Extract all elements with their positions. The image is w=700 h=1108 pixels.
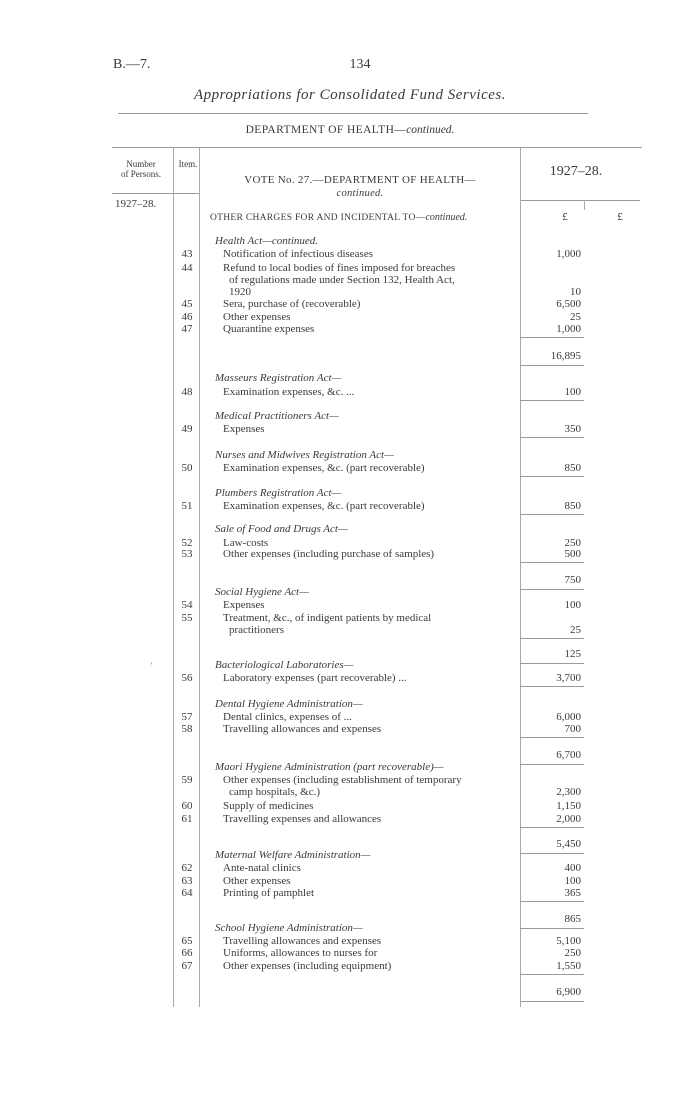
section-title bbox=[176, 372, 584, 384]
table-row bbox=[176, 311, 584, 323]
item-description: Quarantine expenses bbox=[223, 323, 315, 335]
head-rule-right bbox=[520, 200, 640, 201]
item-number: 45 bbox=[181, 298, 193, 310]
item-amount: 3,700 bbox=[556, 672, 581, 684]
item-description: Examination expenses, &c. (part recoverable) bbox=[223, 462, 425, 474]
table-row bbox=[176, 462, 584, 474]
table-row bbox=[176, 298, 584, 310]
item-number: 64 bbox=[181, 887, 193, 899]
table-row bbox=[176, 323, 584, 335]
item-description: Treatment, &c., of indigent patients by medical bbox=[223, 612, 432, 624]
item-amount: 6,500 bbox=[556, 298, 581, 310]
item-amount: 25 bbox=[570, 311, 581, 323]
table-row bbox=[176, 262, 584, 274]
section-title-text: Sale of Food and Drugs Act— bbox=[215, 523, 348, 535]
other-charges-heading: OTHER CHARGES FOR AND INCIDENTAL TO—continued. bbox=[210, 212, 468, 223]
item-amount: 850 bbox=[564, 500, 581, 512]
item-description: 1920 bbox=[229, 286, 251, 298]
item-number: 47 bbox=[181, 323, 193, 335]
table-row bbox=[176, 947, 584, 959]
item-description: Laboratory expenses (part recoverable) ... bbox=[223, 672, 407, 684]
subtotal-value: 6,900 bbox=[556, 986, 581, 998]
section-title bbox=[176, 659, 584, 671]
section-title bbox=[176, 922, 584, 934]
table-row bbox=[176, 723, 584, 735]
section-title bbox=[176, 698, 584, 710]
item-description: Law-costs bbox=[223, 537, 269, 549]
item-description: Ante-natal clinics bbox=[223, 862, 301, 874]
section-title bbox=[176, 487, 584, 499]
table-row bbox=[176, 248, 584, 260]
item-number: 56 bbox=[181, 672, 193, 684]
item-amount: 700 bbox=[564, 723, 581, 735]
item-number: 66 bbox=[181, 947, 193, 959]
item-description: Printing of pamphlet bbox=[223, 887, 315, 899]
item-number: 43 bbox=[181, 248, 193, 260]
item-amount: 2,000 bbox=[556, 813, 581, 825]
item-amount: 100 bbox=[564, 875, 581, 887]
item-number: 44 bbox=[181, 262, 193, 274]
item-number: 61 bbox=[181, 813, 193, 825]
item-number: 55 bbox=[181, 612, 193, 624]
section-title-text: Social Hygiene Act— bbox=[215, 586, 309, 598]
subtotal-rule bbox=[520, 638, 584, 639]
vote-title: VOTE No. 27.—DEPARTMENT OF HEALTH— continued. bbox=[244, 174, 476, 199]
amount-rule bbox=[520, 514, 584, 515]
section-title bbox=[176, 849, 584, 861]
item-number: 67 bbox=[181, 960, 193, 972]
table-row bbox=[176, 862, 584, 874]
item-description: Dental clinics, expenses of ... bbox=[223, 711, 352, 723]
document-reference: B.—7. bbox=[113, 57, 151, 72]
item-number: 52 bbox=[181, 537, 193, 549]
table-row bbox=[176, 612, 584, 624]
title-rule bbox=[118, 113, 588, 114]
item-amount: 500 bbox=[564, 548, 581, 560]
amount-rule bbox=[520, 400, 584, 401]
item-number: 60 bbox=[181, 800, 193, 812]
item-description: practitioners bbox=[229, 624, 284, 636]
subtotal-rule bbox=[520, 562, 584, 563]
item-description: Sera, purchase of (recoverable) bbox=[223, 298, 361, 310]
divider-amounts bbox=[584, 200, 585, 210]
section-title-text: Bacteriological Laboratories— bbox=[215, 659, 354, 671]
item-amount: 25 bbox=[570, 624, 581, 636]
divider-persons bbox=[173, 147, 174, 1007]
table-row bbox=[176, 813, 584, 825]
table-row-continuation bbox=[176, 286, 584, 298]
section-title bbox=[176, 410, 584, 422]
item-amount: 365 bbox=[564, 887, 581, 899]
item-number: 48 bbox=[181, 386, 193, 398]
item-number: 62 bbox=[181, 862, 193, 874]
table-row bbox=[176, 887, 584, 899]
item-amount: 350 bbox=[564, 423, 581, 435]
table-row-continuation bbox=[176, 624, 584, 636]
item-amount: 850 bbox=[564, 462, 581, 474]
item-amount: 5,100 bbox=[556, 935, 581, 947]
item-amount: 1,150 bbox=[556, 800, 581, 812]
section-title-text: Dental Hygiene Administration— bbox=[215, 698, 363, 710]
section-title-text: School Hygiene Administration— bbox=[215, 922, 363, 934]
table-row bbox=[176, 935, 584, 947]
item-number: 59 bbox=[181, 774, 193, 786]
table-row bbox=[176, 800, 584, 812]
item-description: Uniforms, allowances to nurses for bbox=[223, 947, 378, 959]
item-description: Travelling allowances and expenses bbox=[223, 723, 382, 735]
section-title bbox=[176, 761, 584, 773]
item-amount: 100 bbox=[564, 599, 581, 611]
item-amount: 1,000 bbox=[556, 248, 581, 260]
table-row bbox=[176, 774, 584, 786]
table-row bbox=[176, 500, 584, 512]
section-title bbox=[176, 449, 584, 461]
item-description: Travelling expenses and allowances bbox=[223, 813, 382, 825]
item-description: Expenses bbox=[223, 599, 265, 611]
item-description: Refund to local bodies of fines imposed for breaches bbox=[223, 262, 456, 274]
item-number: 54 bbox=[181, 599, 193, 611]
head-rule-left bbox=[112, 193, 200, 194]
amount-rule bbox=[520, 686, 584, 687]
column-header-persons: Number of Persons. bbox=[121, 159, 161, 179]
section-title bbox=[176, 523, 584, 535]
subtotal-value: 6,700 bbox=[556, 749, 581, 761]
section-title-text: Medical Practitioners Act— bbox=[215, 410, 339, 422]
item-amount: 1,550 bbox=[556, 960, 581, 972]
item-number: 65 bbox=[181, 935, 193, 947]
table-row-continuation bbox=[176, 274, 584, 286]
subtotal-rule bbox=[520, 337, 584, 338]
item-description: Other expenses (including purchase of samples) bbox=[223, 548, 435, 560]
table-row-continuation bbox=[176, 786, 584, 798]
subtotal-rule bbox=[520, 901, 584, 902]
item-amount: 250 bbox=[564, 537, 581, 549]
stray-mark: ‘ bbox=[150, 661, 154, 672]
subtotal-value: 750 bbox=[564, 574, 581, 586]
column-header-year: 1927–28. bbox=[549, 164, 603, 179]
table-row bbox=[176, 548, 584, 560]
subtotal-rule bbox=[520, 974, 584, 975]
section-title-text: Maternal Welfare Administration— bbox=[215, 849, 371, 861]
item-number: 53 bbox=[181, 548, 193, 560]
item-number: 46 bbox=[181, 311, 193, 323]
item-number: 63 bbox=[181, 875, 193, 887]
item-amount: 400 bbox=[564, 862, 581, 874]
item-description: Other expenses (including establishment of temporary bbox=[223, 774, 462, 786]
subtotal-value: 865 bbox=[564, 913, 581, 925]
section-title-text: Nurses and Midwives Registration Act— bbox=[215, 449, 394, 461]
subtotal-value: 16,895 bbox=[550, 350, 581, 362]
item-amount: 10 bbox=[570, 286, 581, 298]
section-title-text: Masseurs Registration Act— bbox=[215, 372, 342, 384]
item-amount: 250 bbox=[564, 947, 581, 959]
item-description: of regulations made under Section 132, Health Act, bbox=[229, 274, 455, 286]
section-title-text: Plumbers Registration Act— bbox=[215, 487, 342, 499]
table-row bbox=[176, 960, 584, 972]
item-description: Travelling allowances and expenses bbox=[223, 935, 382, 947]
item-description: camp hospitals, &c.) bbox=[229, 786, 321, 798]
item-amount: 6,000 bbox=[556, 711, 581, 723]
item-description: Expenses bbox=[223, 423, 265, 435]
item-description: Supply of medicines bbox=[223, 800, 314, 812]
item-description: Other expenses bbox=[223, 875, 291, 887]
currency-symbol: £ bbox=[562, 211, 568, 223]
section-title bbox=[176, 235, 584, 247]
persons-year-label: 1927–28. bbox=[115, 198, 157, 210]
amount-rule bbox=[520, 437, 584, 438]
item-amount: 1,000 bbox=[556, 323, 581, 335]
item-description: Other expenses bbox=[223, 311, 291, 323]
table-top-rule bbox=[112, 147, 642, 148]
item-number: 51 bbox=[181, 500, 193, 512]
table-row bbox=[176, 711, 584, 723]
subtotal-value: 125 bbox=[564, 648, 581, 660]
subtotal-value: 5,450 bbox=[556, 838, 581, 850]
column-header-item: Item. bbox=[178, 159, 198, 169]
currency-symbol: £ bbox=[617, 211, 623, 223]
page-title: Appropriations for Consolidated Fund Services. bbox=[193, 87, 506, 103]
item-description: Other expenses (including equipment) bbox=[223, 960, 392, 972]
item-description: Examination expenses, &c. (part recoverable) bbox=[223, 500, 425, 512]
subtotal-rule bbox=[520, 827, 584, 828]
item-amount: 100 bbox=[564, 386, 581, 398]
item-number: 49 bbox=[181, 423, 193, 435]
department-heading: DEPARTMENT OF HEALTH—continued. bbox=[245, 124, 455, 136]
item-number: 57 bbox=[181, 711, 193, 723]
subtotal-rule bbox=[520, 1001, 584, 1002]
item-description: Examination expenses, &c. ... bbox=[223, 386, 355, 398]
item-description: Notification of infectious diseases bbox=[223, 248, 373, 260]
table-row bbox=[176, 423, 584, 435]
amount-rule bbox=[520, 476, 584, 477]
item-number: 58 bbox=[181, 723, 193, 735]
table-row bbox=[176, 599, 584, 611]
subtotal-rule bbox=[520, 365, 584, 366]
item-amount: 2,300 bbox=[556, 786, 581, 798]
section-title-text: Health Act—continued. bbox=[215, 235, 319, 247]
section-title bbox=[176, 586, 584, 598]
section-title-text: Maori Hygiene Administration (part recoverable)— bbox=[215, 761, 444, 773]
subtotal-rule bbox=[520, 737, 584, 738]
page-number: 134 bbox=[349, 57, 371, 72]
table-row bbox=[176, 386, 584, 398]
table-row bbox=[176, 875, 584, 887]
table-row bbox=[176, 672, 584, 684]
item-number: 50 bbox=[181, 462, 193, 474]
